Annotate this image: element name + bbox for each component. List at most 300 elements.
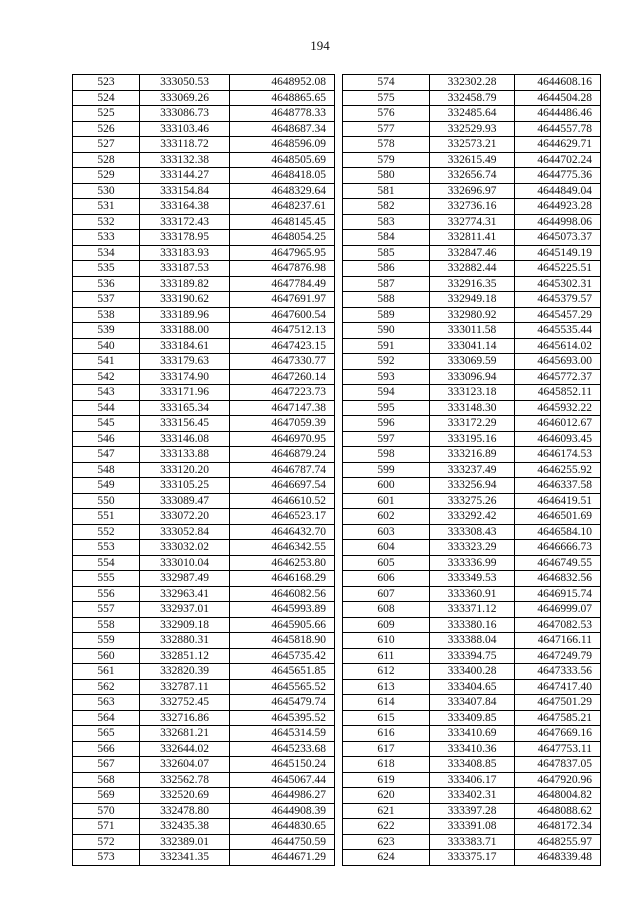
table-row xyxy=(73,695,335,711)
x-coordinate: 332963.41 xyxy=(140,586,230,602)
point-number: 543 xyxy=(73,385,140,401)
point-number: 553 xyxy=(73,540,140,556)
x-coordinate: 332644.02 xyxy=(140,741,230,757)
table-row xyxy=(73,385,335,401)
table-row xyxy=(73,199,335,215)
table-row xyxy=(73,602,335,618)
y-coordinate: 4645905.66 xyxy=(230,617,335,633)
x-coordinate: 332909.18 xyxy=(140,617,230,633)
point-number: 607 xyxy=(343,586,430,602)
x-coordinate: 333123.18 xyxy=(430,385,515,401)
point-number: 523 xyxy=(73,75,140,91)
x-coordinate: 332435.38 xyxy=(140,819,230,835)
table-row xyxy=(343,323,601,339)
point-number: 576 xyxy=(343,106,430,122)
point-number: 532 xyxy=(73,214,140,230)
table-row xyxy=(73,121,335,137)
table-row xyxy=(343,741,601,757)
y-coordinate: 4647753.11 xyxy=(515,741,601,757)
point-number: 572 xyxy=(73,834,140,850)
x-coordinate: 332573.21 xyxy=(430,137,515,153)
table-row xyxy=(343,617,601,633)
table-row xyxy=(73,819,335,835)
table-row xyxy=(343,447,601,463)
point-number: 573 xyxy=(73,850,140,866)
y-coordinate: 4646012.67 xyxy=(515,416,601,432)
table-row xyxy=(343,803,601,819)
table-row xyxy=(343,633,601,649)
table-row xyxy=(343,462,601,478)
y-coordinate: 4644557.78 xyxy=(515,121,601,137)
y-coordinate: 4647147.38 xyxy=(230,400,335,416)
y-coordinate: 4646082.56 xyxy=(230,586,335,602)
point-number: 527 xyxy=(73,137,140,153)
table-row xyxy=(73,710,335,726)
y-coordinate: 4646419.51 xyxy=(515,493,601,509)
point-number: 611 xyxy=(343,648,430,664)
point-number: 591 xyxy=(343,338,430,354)
point-number: 549 xyxy=(73,478,140,494)
x-coordinate: 332774.31 xyxy=(430,214,515,230)
table-row xyxy=(343,90,601,106)
x-coordinate: 333407.84 xyxy=(430,695,515,711)
x-coordinate: 332562.78 xyxy=(140,772,230,788)
y-coordinate: 4646749.55 xyxy=(515,555,601,571)
table-row xyxy=(343,292,601,308)
point-number: 599 xyxy=(343,462,430,478)
point-number: 616 xyxy=(343,726,430,742)
y-coordinate: 4645233.68 xyxy=(230,741,335,757)
x-coordinate: 333190.62 xyxy=(140,292,230,308)
point-number: 603 xyxy=(343,524,430,540)
x-coordinate: 332987.49 xyxy=(140,571,230,587)
x-coordinate: 332681.21 xyxy=(140,726,230,742)
y-coordinate: 4648505.69 xyxy=(230,152,335,168)
table-row xyxy=(73,726,335,742)
x-coordinate: 332716.86 xyxy=(140,710,230,726)
coordinates-table-right xyxy=(342,74,601,866)
x-coordinate: 333118.72 xyxy=(140,137,230,153)
y-coordinate: 4648418.05 xyxy=(230,168,335,184)
y-coordinate: 4647784.49 xyxy=(230,276,335,292)
point-number: 525 xyxy=(73,106,140,122)
table-row xyxy=(73,400,335,416)
x-coordinate: 332820.39 xyxy=(140,664,230,680)
point-number: 608 xyxy=(343,602,430,618)
table-row xyxy=(73,447,335,463)
point-number: 594 xyxy=(343,385,430,401)
point-number: 614 xyxy=(343,695,430,711)
y-coordinate: 4647059.39 xyxy=(230,416,335,432)
y-coordinate: 4648329.64 xyxy=(230,183,335,199)
table-row xyxy=(343,555,601,571)
x-coordinate: 333184.61 xyxy=(140,338,230,354)
y-coordinate: 4644986.27 xyxy=(230,788,335,804)
x-coordinate: 333164.38 xyxy=(140,199,230,215)
point-number: 559 xyxy=(73,633,140,649)
y-coordinate: 4648054.25 xyxy=(230,230,335,246)
x-coordinate: 333178.95 xyxy=(140,230,230,246)
x-coordinate: 333052.84 xyxy=(140,524,230,540)
point-number: 566 xyxy=(73,741,140,757)
x-coordinate: 333072.20 xyxy=(140,509,230,525)
x-coordinate: 332656.74 xyxy=(430,168,515,184)
y-coordinate: 4647223.73 xyxy=(230,385,335,401)
y-coordinate: 4647082.53 xyxy=(515,617,601,633)
x-coordinate: 332937.01 xyxy=(140,602,230,618)
point-number: 535 xyxy=(73,261,140,277)
table-row xyxy=(73,75,335,91)
table-row xyxy=(343,276,601,292)
table-row xyxy=(73,323,335,339)
point-number: 565 xyxy=(73,726,140,742)
table-row xyxy=(73,106,335,122)
point-number: 587 xyxy=(343,276,430,292)
x-coordinate: 332485.64 xyxy=(430,106,515,122)
x-coordinate: 333032.02 xyxy=(140,540,230,556)
table-row xyxy=(73,772,335,788)
table-row xyxy=(73,679,335,695)
y-coordinate: 4645535.44 xyxy=(515,323,601,339)
y-coordinate: 4644486.46 xyxy=(515,106,601,122)
x-coordinate: 333404.65 xyxy=(430,679,515,695)
table-row xyxy=(73,230,335,246)
table-row xyxy=(343,509,601,525)
y-coordinate: 4646342.55 xyxy=(230,540,335,556)
table-row xyxy=(343,571,601,587)
table-row xyxy=(73,307,335,323)
point-number: 606 xyxy=(343,571,430,587)
table-row xyxy=(73,757,335,773)
x-coordinate: 333148.30 xyxy=(430,400,515,416)
y-coordinate: 4645932.22 xyxy=(515,400,601,416)
point-number: 567 xyxy=(73,757,140,773)
point-number: 609 xyxy=(343,617,430,633)
x-coordinate: 333120.20 xyxy=(140,462,230,478)
x-coordinate: 333336.99 xyxy=(430,555,515,571)
y-coordinate: 4644702.24 xyxy=(515,152,601,168)
point-number: 550 xyxy=(73,493,140,509)
y-coordinate: 4648339.48 xyxy=(515,850,601,866)
y-coordinate: 4645314.59 xyxy=(230,726,335,742)
y-coordinate: 4645614.02 xyxy=(515,338,601,354)
table-row xyxy=(343,338,601,354)
y-coordinate: 4645565.52 xyxy=(230,679,335,695)
point-number: 563 xyxy=(73,695,140,711)
y-coordinate: 4647920.96 xyxy=(515,772,601,788)
x-coordinate: 332520.69 xyxy=(140,788,230,804)
y-coordinate: 4645651.85 xyxy=(230,664,335,680)
x-coordinate: 333408.85 xyxy=(430,757,515,773)
x-coordinate: 332615.49 xyxy=(430,152,515,168)
point-number: 589 xyxy=(343,307,430,323)
y-coordinate: 4646337.58 xyxy=(515,478,601,494)
table-row xyxy=(73,245,335,261)
table-row xyxy=(73,493,335,509)
table-row xyxy=(343,772,601,788)
point-number: 615 xyxy=(343,710,430,726)
x-coordinate: 333132.38 xyxy=(140,152,230,168)
x-coordinate: 333409.85 xyxy=(430,710,515,726)
point-number: 568 xyxy=(73,772,140,788)
point-number: 533 xyxy=(73,230,140,246)
x-coordinate: 332736.16 xyxy=(430,199,515,215)
point-number: 578 xyxy=(343,137,430,153)
point-number: 610 xyxy=(343,633,430,649)
y-coordinate: 4645772.37 xyxy=(515,369,601,385)
point-number: 604 xyxy=(343,540,430,556)
point-number: 536 xyxy=(73,276,140,292)
table-row xyxy=(343,648,601,664)
table-row xyxy=(343,602,601,618)
y-coordinate: 4646970.95 xyxy=(230,431,335,447)
page-number: 194 xyxy=(310,38,330,53)
y-coordinate: 4648145.45 xyxy=(230,214,335,230)
table-row xyxy=(73,478,335,494)
y-coordinate: 4648088.62 xyxy=(515,803,601,819)
table-row xyxy=(343,307,601,323)
point-number: 526 xyxy=(73,121,140,137)
y-coordinate: 4648687.34 xyxy=(230,121,335,137)
table-row xyxy=(73,664,335,680)
y-coordinate: 4646432.70 xyxy=(230,524,335,540)
x-coordinate: 333133.88 xyxy=(140,447,230,463)
y-coordinate: 4644504.28 xyxy=(515,90,601,106)
x-coordinate: 333275.26 xyxy=(430,493,515,509)
y-coordinate: 4644671.29 xyxy=(230,850,335,866)
point-number: 590 xyxy=(343,323,430,339)
y-coordinate: 4646174.53 xyxy=(515,447,601,463)
y-coordinate: 4647249.79 xyxy=(515,648,601,664)
point-number: 557 xyxy=(73,602,140,618)
table-row xyxy=(343,400,601,416)
coordinates-table-left xyxy=(72,74,335,866)
y-coordinate: 4645457.29 xyxy=(515,307,601,323)
y-coordinate: 4648255.97 xyxy=(515,834,601,850)
x-coordinate: 333349.53 xyxy=(430,571,515,587)
point-number: 613 xyxy=(343,679,430,695)
y-coordinate: 4646253.80 xyxy=(230,555,335,571)
x-coordinate: 333410.69 xyxy=(430,726,515,742)
y-coordinate: 4647691.97 xyxy=(230,292,335,308)
table-row xyxy=(73,261,335,277)
y-coordinate: 4645818.90 xyxy=(230,633,335,649)
point-number: 598 xyxy=(343,447,430,463)
x-coordinate: 333086.73 xyxy=(140,106,230,122)
x-coordinate: 332696.97 xyxy=(430,183,515,199)
x-coordinate: 333179.63 xyxy=(140,354,230,370)
x-coordinate: 333397.28 xyxy=(430,803,515,819)
point-number: 602 xyxy=(343,509,430,525)
y-coordinate: 4646879.24 xyxy=(230,447,335,463)
x-coordinate: 333410.36 xyxy=(430,741,515,757)
point-number: 569 xyxy=(73,788,140,804)
table-row xyxy=(343,586,601,602)
table-row xyxy=(73,834,335,850)
point-number: 530 xyxy=(73,183,140,199)
x-coordinate: 332949.18 xyxy=(430,292,515,308)
x-coordinate: 333171.96 xyxy=(140,385,230,401)
y-coordinate: 4646093.45 xyxy=(515,431,601,447)
point-number: 618 xyxy=(343,757,430,773)
y-coordinate: 4647585.21 xyxy=(515,710,601,726)
x-coordinate: 333010.04 xyxy=(140,555,230,571)
y-coordinate: 4645067.44 xyxy=(230,772,335,788)
y-coordinate: 4647669.16 xyxy=(515,726,601,742)
table-row xyxy=(73,137,335,153)
point-number: 547 xyxy=(73,447,140,463)
y-coordinate: 4646523.17 xyxy=(230,509,335,525)
y-coordinate: 4646915.74 xyxy=(515,586,601,602)
point-number: 560 xyxy=(73,648,140,664)
y-coordinate: 4646666.73 xyxy=(515,540,601,556)
x-coordinate: 333323.29 xyxy=(430,540,515,556)
x-coordinate: 332529.93 xyxy=(430,121,515,137)
y-coordinate: 4644750.59 xyxy=(230,834,335,850)
x-coordinate: 332302.28 xyxy=(430,75,515,91)
y-coordinate: 4646697.54 xyxy=(230,478,335,494)
y-coordinate: 4645302.31 xyxy=(515,276,601,292)
point-number: 539 xyxy=(73,323,140,339)
table-row xyxy=(343,416,601,432)
point-number: 592 xyxy=(343,354,430,370)
point-number: 542 xyxy=(73,369,140,385)
y-coordinate: 4646584.10 xyxy=(515,524,601,540)
table-row xyxy=(343,664,601,680)
table-row xyxy=(343,245,601,261)
point-number: 623 xyxy=(343,834,430,850)
point-number: 537 xyxy=(73,292,140,308)
point-number: 562 xyxy=(73,679,140,695)
point-number: 548 xyxy=(73,462,140,478)
y-coordinate: 4647965.95 xyxy=(230,245,335,261)
x-coordinate: 333371.12 xyxy=(430,602,515,618)
point-number: 546 xyxy=(73,431,140,447)
point-number: 605 xyxy=(343,555,430,571)
point-number: 524 xyxy=(73,90,140,106)
table-row xyxy=(73,214,335,230)
point-number: 585 xyxy=(343,245,430,261)
table-row xyxy=(343,834,601,850)
point-number: 571 xyxy=(73,819,140,835)
table-row xyxy=(73,617,335,633)
table-row xyxy=(343,183,601,199)
y-coordinate: 4647512.13 xyxy=(230,323,335,339)
point-number: 564 xyxy=(73,710,140,726)
point-number: 541 xyxy=(73,354,140,370)
point-number: 529 xyxy=(73,168,140,184)
table-row xyxy=(73,168,335,184)
x-coordinate: 333174.90 xyxy=(140,369,230,385)
x-coordinate: 333050.53 xyxy=(140,75,230,91)
point-number: 556 xyxy=(73,586,140,602)
y-coordinate: 4648004.82 xyxy=(515,788,601,804)
x-coordinate: 332811.41 xyxy=(430,230,515,246)
x-coordinate: 333172.43 xyxy=(140,214,230,230)
table-row xyxy=(73,354,335,370)
point-number: 544 xyxy=(73,400,140,416)
x-coordinate: 333383.71 xyxy=(430,834,515,850)
y-coordinate: 4644923.28 xyxy=(515,199,601,215)
point-number: 561 xyxy=(73,664,140,680)
table-row xyxy=(343,168,601,184)
y-coordinate: 4644830.65 xyxy=(230,819,335,835)
table-row xyxy=(343,695,601,711)
y-coordinate: 4647333.56 xyxy=(515,664,601,680)
x-coordinate: 333188.00 xyxy=(140,323,230,339)
table-row xyxy=(73,183,335,199)
y-coordinate: 4647501.29 xyxy=(515,695,601,711)
y-coordinate: 4647166.11 xyxy=(515,633,601,649)
x-coordinate: 333183.93 xyxy=(140,245,230,261)
point-number: 552 xyxy=(73,524,140,540)
x-coordinate: 333308.43 xyxy=(430,524,515,540)
table-row xyxy=(73,788,335,804)
table-row xyxy=(73,431,335,447)
x-coordinate: 333394.75 xyxy=(430,648,515,664)
y-coordinate: 4644849.04 xyxy=(515,183,601,199)
x-coordinate: 333165.34 xyxy=(140,400,230,416)
table-row xyxy=(343,137,601,153)
table-row xyxy=(73,648,335,664)
x-coordinate: 332880.31 xyxy=(140,633,230,649)
table-row xyxy=(343,152,601,168)
point-number: 583 xyxy=(343,214,430,230)
point-number: 574 xyxy=(343,75,430,91)
table-row xyxy=(73,741,335,757)
x-coordinate: 333292.42 xyxy=(430,509,515,525)
x-coordinate: 333360.91 xyxy=(430,586,515,602)
point-number: 597 xyxy=(343,431,430,447)
x-coordinate: 332882.44 xyxy=(430,261,515,277)
point-number: 588 xyxy=(343,292,430,308)
point-number: 528 xyxy=(73,152,140,168)
table-row xyxy=(343,850,601,866)
table-row xyxy=(73,540,335,556)
table-row xyxy=(73,276,335,292)
point-number: 586 xyxy=(343,261,430,277)
x-coordinate: 333156.45 xyxy=(140,416,230,432)
x-coordinate: 333391.08 xyxy=(430,819,515,835)
table-row xyxy=(343,106,601,122)
table-row xyxy=(343,431,601,447)
table-row xyxy=(343,493,601,509)
point-number: 622 xyxy=(343,819,430,835)
x-coordinate: 333172.29 xyxy=(430,416,515,432)
point-number: 601 xyxy=(343,493,430,509)
table-row xyxy=(73,462,335,478)
table-row xyxy=(73,90,335,106)
x-coordinate: 333237.49 xyxy=(430,462,515,478)
x-coordinate: 333096.94 xyxy=(430,369,515,385)
x-coordinate: 333041.14 xyxy=(430,338,515,354)
y-coordinate: 4645479.74 xyxy=(230,695,335,711)
point-number: 584 xyxy=(343,230,430,246)
table-row xyxy=(73,633,335,649)
y-coordinate: 4647837.05 xyxy=(515,757,601,773)
x-coordinate: 333406.17 xyxy=(430,772,515,788)
y-coordinate: 4648172.34 xyxy=(515,819,601,835)
table-row xyxy=(343,757,601,773)
y-coordinate: 4645693.00 xyxy=(515,354,601,370)
x-coordinate: 333069.59 xyxy=(430,354,515,370)
point-number: 593 xyxy=(343,369,430,385)
x-coordinate: 333216.89 xyxy=(430,447,515,463)
table-row xyxy=(343,261,601,277)
point-number: 579 xyxy=(343,152,430,168)
x-coordinate: 332980.92 xyxy=(430,307,515,323)
x-coordinate: 333187.53 xyxy=(140,261,230,277)
